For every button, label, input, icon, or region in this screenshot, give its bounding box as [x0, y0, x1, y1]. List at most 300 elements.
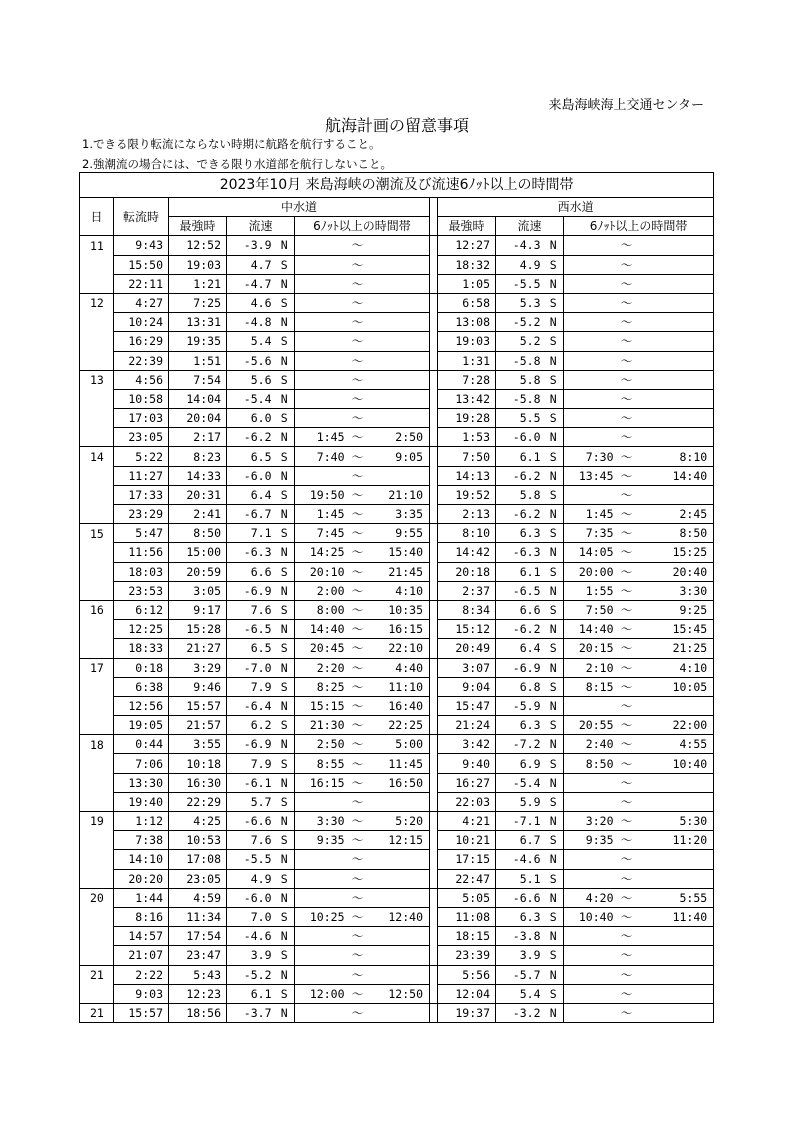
- nishi-speed-cell: -5.2: [496, 313, 544, 332]
- channel-separator-cell: [430, 888, 438, 907]
- naka-direction-cell: N: [275, 428, 295, 447]
- turn-time-cell: 0:44: [114, 735, 169, 754]
- channel-separator-cell: [430, 505, 438, 524]
- day-cell: [80, 716, 114, 735]
- nishi-window-tilde: ～: [616, 639, 638, 658]
- naka-direction-cell: S: [275, 831, 295, 850]
- day-cell: [80, 332, 114, 351]
- naka-window-start-cell: 1:45: [295, 505, 347, 524]
- nishi-window-end-cell: 21:25: [638, 639, 714, 658]
- naka-peak-cell: 5:43: [169, 965, 227, 984]
- day-cell: [80, 485, 114, 504]
- naka-direction-cell: S: [275, 600, 295, 619]
- naka-window-tilde: ～: [347, 831, 369, 850]
- nishi-peak-cell: 11:08: [438, 907, 496, 926]
- naka-window-tilde: ～: [347, 313, 369, 332]
- nishi-direction-cell: N: [544, 274, 564, 293]
- nishi-direction-cell: S: [544, 907, 564, 926]
- naka-peak-cell: 15:57: [169, 696, 227, 715]
- naka-speed-cell: 5.4: [227, 332, 275, 351]
- nishi-peak-cell: 2:37: [438, 581, 496, 600]
- nishi-window-end-cell: 5:55: [638, 888, 714, 907]
- nishi-direction-cell: S: [544, 869, 564, 888]
- nishi-window-tilde: ～: [616, 351, 638, 370]
- channel-separator-cell: [430, 677, 438, 696]
- naka-window-start-cell: 9:35: [295, 831, 347, 850]
- table-row: [80, 313, 714, 332]
- nishi-direction-cell: S: [544, 293, 564, 312]
- naka-window-tilde: ～: [347, 639, 369, 658]
- naka-window-tilde: ～: [347, 600, 369, 619]
- channel-separator-cell: [430, 466, 438, 485]
- channel-separator-cell: [430, 600, 438, 619]
- naka-speed-cell: 7.9: [227, 677, 275, 696]
- nishi-window-start-cell: 8:15: [564, 677, 616, 696]
- naka-speed-cell: 6.4: [227, 485, 275, 504]
- nishi-peak-header: 最強時: [438, 217, 496, 236]
- naka-window-start-cell: 15:15: [295, 696, 347, 715]
- day-cell: [80, 984, 114, 1003]
- table-row: [80, 389, 714, 408]
- nishi-window-start-cell: 9:35: [564, 831, 616, 850]
- nishi-window-start-cell: [564, 792, 616, 811]
- naka-speed-cell: -6.1: [227, 773, 275, 792]
- naka-direction-cell: N: [275, 543, 295, 562]
- nishi-direction-cell: S: [544, 831, 564, 850]
- naka-speed-cell: -6.9: [227, 735, 275, 754]
- channel-separator-cell: [430, 1003, 438, 1022]
- naka-speed-cell: -6.6: [227, 812, 275, 831]
- nishi-window-end-cell: [638, 293, 714, 312]
- naka-peak-cell: 3:55: [169, 735, 227, 754]
- naka-window-tilde: ～: [347, 332, 369, 351]
- naka-window-start-cell: [295, 236, 347, 255]
- nishi-direction-cell: S: [544, 562, 564, 581]
- nishi-window-end-cell: [638, 946, 714, 965]
- channel-separator-cell: [430, 389, 438, 408]
- naka-direction-cell: N: [275, 389, 295, 408]
- nishi-peak-cell: 1:31: [438, 351, 496, 370]
- nishi-peak-cell: 7:50: [438, 447, 496, 466]
- naka-peak-cell: 21:27: [169, 639, 227, 658]
- table-row: [80, 409, 714, 428]
- turn-time-cell: 19:40: [114, 792, 169, 811]
- nishi-direction-cell: S: [544, 754, 564, 773]
- naka-window-start-cell: [295, 409, 347, 428]
- turn-time-cell: 4:56: [114, 370, 169, 389]
- table-row: [80, 370, 714, 389]
- nishi-window-end-cell: [638, 1003, 714, 1022]
- channel-separator-cell: [430, 831, 438, 850]
- naka-window-tilde: ～: [347, 1003, 369, 1022]
- naka-direction-cell: S: [275, 946, 295, 965]
- nishi-window-end-cell: [638, 236, 714, 255]
- naka-window-start-cell: [295, 332, 347, 351]
- day-cell: 20: [80, 888, 114, 907]
- nishi-speed-cell: 6.1: [496, 562, 544, 581]
- naka-window-end-cell: [369, 869, 430, 888]
- table-row: [80, 850, 714, 869]
- naka-window-end-cell: 11:10: [369, 677, 430, 696]
- turn-time-cell: 22:11: [114, 274, 169, 293]
- naka-direction-cell: N: [275, 274, 295, 293]
- nishi-speed-cell: 6.8: [496, 677, 544, 696]
- naka-direction-cell: N: [275, 1003, 295, 1022]
- nishi-window-tilde: ～: [616, 696, 638, 715]
- naka-window-end-cell: 5:00: [369, 735, 430, 754]
- nishi-direction-cell: N: [544, 543, 564, 562]
- nishi-speed-cell: 6.3: [496, 716, 544, 735]
- naka-window-start-cell: 20:45: [295, 639, 347, 658]
- channel-separator-cell: [430, 447, 438, 466]
- nishi-window-end-cell: [638, 850, 714, 869]
- nishi-speed-cell: 6.9: [496, 754, 544, 773]
- nishi-peak-cell: 5:05: [438, 888, 496, 907]
- day-cell: 15: [80, 524, 114, 543]
- nishi-speed-cell: -4.6: [496, 850, 544, 869]
- nishi-speed-cell: 5.8: [496, 485, 544, 504]
- nishi-window-tilde: ～: [616, 600, 638, 619]
- turn-time-cell: 13:30: [114, 773, 169, 792]
- nishi-peak-cell: 9:40: [438, 754, 496, 773]
- naka-direction-cell: N: [275, 850, 295, 869]
- naka-window-start-cell: 10:25: [295, 907, 347, 926]
- naka-direction-cell: S: [275, 447, 295, 466]
- naka-window-tilde: ～: [347, 370, 369, 389]
- table-row: [80, 888, 714, 907]
- naka-peak-cell: 15:00: [169, 543, 227, 562]
- channel-separator-cell: [430, 946, 438, 965]
- nishi-speed-cell: 5.4: [496, 984, 544, 1003]
- naka-window-end-cell: 15:40: [369, 543, 430, 562]
- turn-time-cell: 5:22: [114, 447, 169, 466]
- naka-speed-cell: 6.1: [227, 984, 275, 1003]
- naka-window-tilde: ～: [347, 428, 369, 447]
- naka-speed-cell: 4.6: [227, 293, 275, 312]
- nishi-window-start-cell: 4:20: [564, 888, 616, 907]
- nishi-speed-cell: 5.8: [496, 370, 544, 389]
- turn-time-cell: 12:56: [114, 696, 169, 715]
- naka-window-end-cell: [369, 389, 430, 408]
- naka-direction-cell: S: [275, 754, 295, 773]
- naka-direction-cell: S: [275, 869, 295, 888]
- nishi-peak-cell: 2:13: [438, 505, 496, 524]
- nishi-direction-cell: N: [544, 812, 564, 831]
- naka-window-end-cell: [369, 274, 430, 293]
- naka-window-start-cell: 14:40: [295, 620, 347, 639]
- nishi-peak-cell: 22:03: [438, 792, 496, 811]
- table-row: [80, 236, 714, 255]
- nishi-window-start-cell: 7:30: [564, 447, 616, 466]
- channel-separator-cell: [430, 639, 438, 658]
- page-title: 航海計画の留意事項: [324, 116, 469, 135]
- nishi-speed-cell: -6.0: [496, 428, 544, 447]
- naka-window-start-cell: [295, 466, 347, 485]
- nishi-window-end-cell: 10:40: [638, 754, 714, 773]
- naka-speed-cell: 6.2: [227, 716, 275, 735]
- channel-separator-cell: [430, 332, 438, 351]
- naka-window-end-cell: [369, 1003, 430, 1022]
- nishi-window-start-cell: [564, 965, 616, 984]
- nishi-window-start-cell: 8:50: [564, 754, 616, 773]
- naka-peak-cell: 20:04: [169, 409, 227, 428]
- nishi-window-tilde: ～: [616, 754, 638, 773]
- day-cell: [80, 620, 114, 639]
- nishi-speed-cell: 3.9: [496, 946, 544, 965]
- naka-window-start-cell: 3:30: [295, 812, 347, 831]
- table-row: [80, 485, 714, 504]
- nishi-window-end-cell: [638, 696, 714, 715]
- turn-time-cell: 15:57: [114, 1003, 169, 1022]
- nishi-direction-cell: N: [544, 466, 564, 485]
- naka-speed-cell: 7.9: [227, 754, 275, 773]
- nishi-peak-cell: 14:13: [438, 466, 496, 485]
- naka-peak-cell: 8:23: [169, 447, 227, 466]
- nishi-window-tilde: ～: [616, 428, 638, 447]
- nishi-peak-cell: 10:21: [438, 831, 496, 850]
- naka-direction-cell: S: [275, 792, 295, 811]
- nishi-window-tilde: ～: [616, 850, 638, 869]
- nishi-window-tilde: ～: [616, 984, 638, 1003]
- nishi-direction-cell: S: [544, 485, 564, 504]
- naka-direction-cell: S: [275, 716, 295, 735]
- naka-window-end-cell: [369, 255, 430, 274]
- naka-window-end-cell: [369, 313, 430, 332]
- naka-window-start-cell: [295, 370, 347, 389]
- turn-time-cell: 6:38: [114, 677, 169, 696]
- table-row: [80, 773, 714, 792]
- nishi-window-end-cell: 8:10: [638, 447, 714, 466]
- nishi-window-tilde: ～: [616, 466, 638, 485]
- nishi-window-tilde: ～: [616, 869, 638, 888]
- channel-separator: [430, 198, 438, 236]
- naka-window-end-cell: 9:55: [369, 524, 430, 543]
- naka-window-tilde: ～: [347, 927, 369, 946]
- turn-time-cell: 23:53: [114, 581, 169, 600]
- nishi-direction-cell: N: [544, 581, 564, 600]
- nishi-window-start-cell: 20:00: [564, 562, 616, 581]
- naka-direction-cell: S: [275, 293, 295, 312]
- day-cell: 16: [80, 600, 114, 619]
- naka-window-end-cell: [369, 293, 430, 312]
- col-day-header: 日: [80, 198, 114, 236]
- nishi-speed-cell: -7.2: [496, 735, 544, 754]
- nishi-window-start-cell: [564, 351, 616, 370]
- naka-direction-cell: N: [275, 658, 295, 677]
- turn-time-cell: 18:03: [114, 562, 169, 581]
- nishi-peak-cell: 12:04: [438, 984, 496, 1003]
- nishi-window-end-cell: [638, 792, 714, 811]
- naka-window-start-cell: [295, 389, 347, 408]
- day-cell: [80, 831, 114, 850]
- table-row: [80, 984, 714, 1003]
- channel-separator-cell: [430, 543, 438, 562]
- naka-peak-cell: 16:30: [169, 773, 227, 792]
- table-row: [80, 946, 714, 965]
- nishi-direction-cell: N: [544, 888, 564, 907]
- naka-direction-cell: S: [275, 562, 295, 581]
- nishi-direction-cell: S: [544, 447, 564, 466]
- nishi-window-tilde: ～: [616, 389, 638, 408]
- nishi-window-tilde: ～: [616, 447, 638, 466]
- naka-window-tilde: ～: [347, 754, 369, 773]
- naka-window-tilde: ～: [347, 658, 369, 677]
- naka-peak-cell: 19:03: [169, 255, 227, 274]
- naka-direction-cell: S: [275, 984, 295, 1003]
- nishi-direction-cell: N: [544, 658, 564, 677]
- naka-window-end-cell: [369, 332, 430, 351]
- naka-window-start-cell: 20:10: [295, 562, 347, 581]
- nishi-speed-cell: -3.8: [496, 927, 544, 946]
- naka-peak-cell: 3:29: [169, 658, 227, 677]
- naka-window-end-cell: 4:40: [369, 658, 430, 677]
- day-cell: [80, 409, 114, 428]
- turn-time-cell: 17:03: [114, 409, 169, 428]
- nishi-direction-cell: S: [544, 792, 564, 811]
- nishi-peak-cell: 19:37: [438, 1003, 496, 1022]
- nishi-peak-cell: 18:15: [438, 927, 496, 946]
- turn-time-cell: 10:24: [114, 313, 169, 332]
- naka-window-tilde: ～: [347, 351, 369, 370]
- table-row: [80, 716, 714, 735]
- naka-peak-cell: 1:51: [169, 351, 227, 370]
- naka-speed-cell: -6.0: [227, 466, 275, 485]
- naka-window-tilde: ～: [347, 984, 369, 1003]
- channel-separator-cell: [430, 351, 438, 370]
- naka-direction-cell: S: [275, 524, 295, 543]
- naka-peak-cell: 14:04: [169, 389, 227, 408]
- naka-window-end-cell: [369, 927, 430, 946]
- nishi-direction-cell: N: [544, 965, 564, 984]
- nishi-speed-cell: -6.5: [496, 581, 544, 600]
- nishi-peak-cell: 22:47: [438, 869, 496, 888]
- naka-window-tilde: ～: [347, 907, 369, 926]
- naka-direction-cell: N: [275, 927, 295, 946]
- naka-peak-header: 最強時: [169, 217, 227, 236]
- channel-separator-cell: [430, 255, 438, 274]
- table-row: [80, 543, 714, 562]
- naka-direction-cell: N: [275, 581, 295, 600]
- naka-window-tilde: ～: [347, 274, 369, 293]
- nishi-speed-cell: 6.4: [496, 639, 544, 658]
- naka-window-end-cell: [369, 351, 430, 370]
- nishi-window-start-cell: 7:35: [564, 524, 616, 543]
- nishi-peak-cell: 19:03: [438, 332, 496, 351]
- nishi-window-start-cell: [564, 236, 616, 255]
- note-1: 1.できる限り転流にならない時期に航路を航行すること。: [82, 137, 381, 151]
- day-cell: 13: [80, 370, 114, 389]
- turn-time-cell: 14:10: [114, 850, 169, 869]
- table-row: [80, 620, 714, 639]
- naka-speed-cell: 7.0: [227, 907, 275, 926]
- day-cell: [80, 255, 114, 274]
- naka-window-end-cell: 4:10: [369, 581, 430, 600]
- naka-window-start-cell: [295, 792, 347, 811]
- nishi-window-start-cell: 1:45: [564, 505, 616, 524]
- nishi-peak-cell: 17:15: [438, 850, 496, 869]
- table-row: [80, 581, 714, 600]
- nishi-window-tilde: ～: [616, 505, 638, 524]
- naka-peak-cell: 10:18: [169, 754, 227, 773]
- naka-peak-cell: 19:35: [169, 332, 227, 351]
- naka-window-tilde: ～: [347, 524, 369, 543]
- nishi-window-start-cell: 10:40: [564, 907, 616, 926]
- day-cell: [80, 505, 114, 524]
- nishi-window-start-cell: [564, 984, 616, 1003]
- nishi-direction-cell: N: [544, 1003, 564, 1022]
- naka-window-start-cell: [295, 888, 347, 907]
- turn-time-cell: 19:05: [114, 716, 169, 735]
- naka-speed-cell: 6.5: [227, 639, 275, 658]
- nishi-peak-cell: 12:27: [438, 236, 496, 255]
- naka-window-end-cell: 16:50: [369, 773, 430, 792]
- naka-window-tilde: ～: [347, 389, 369, 408]
- channel-separator-cell: [430, 927, 438, 946]
- nishi-window-tilde: ～: [616, 812, 638, 831]
- turn-time-cell: 21:07: [114, 946, 169, 965]
- nishi-speed-cell: -6.2: [496, 505, 544, 524]
- nishi-speed-cell: -6.9: [496, 658, 544, 677]
- nishi-window-start-cell: 7:50: [564, 600, 616, 619]
- nishi-direction-cell: S: [544, 946, 564, 965]
- naka-peak-cell: 18:56: [169, 1003, 227, 1022]
- naka-window-start-cell: [295, 274, 347, 293]
- naka-direction-cell: N: [275, 351, 295, 370]
- turn-time-cell: 6:12: [114, 600, 169, 619]
- naka-window-tilde: ～: [347, 946, 369, 965]
- naka-window-start-cell: 7:45: [295, 524, 347, 543]
- channel-separator-cell: [430, 524, 438, 543]
- table-row: [80, 792, 714, 811]
- nishi-window-end-cell: [638, 965, 714, 984]
- nishi-window-tilde: ～: [616, 543, 638, 562]
- nishi-window-start-cell: [564, 773, 616, 792]
- nishi-window-end-cell: [638, 984, 714, 1003]
- turn-time-cell: 16:29: [114, 332, 169, 351]
- naka-window-end-cell: 22:25: [369, 716, 430, 735]
- naka-peak-cell: 9:46: [169, 677, 227, 696]
- table-row: [80, 332, 714, 351]
- naka-window-tilde: ～: [347, 255, 369, 274]
- nishi-window-end-cell: [638, 428, 714, 447]
- nishi-window-end-cell: 10:05: [638, 677, 714, 696]
- turn-time-cell: 0:18: [114, 658, 169, 677]
- naka-direction-cell: N: [275, 965, 295, 984]
- nishi-window-tilde: ～: [616, 716, 638, 735]
- nishi-speed-cell: -5.7: [496, 965, 544, 984]
- day-cell: [80, 466, 114, 485]
- naka-speed-cell: 6.5: [227, 447, 275, 466]
- nishi-peak-cell: 20:49: [438, 639, 496, 658]
- nishi-window-end-cell: [638, 274, 714, 293]
- channel-separator-cell: [430, 735, 438, 754]
- naka-speed-cell: 4.7: [227, 255, 275, 274]
- nishi-window-tilde: ～: [616, 831, 638, 850]
- naka-window-tilde: ～: [347, 466, 369, 485]
- table-row: [80, 524, 714, 543]
- channel-separator-cell: [430, 409, 438, 428]
- naka-window-end-cell: [369, 965, 430, 984]
- table-row: [80, 907, 714, 926]
- naka-peak-cell: 12:23: [169, 984, 227, 1003]
- nishi-window-start-cell: [564, 370, 616, 389]
- table-row: [80, 562, 714, 581]
- nishi-peak-cell: 9:04: [438, 677, 496, 696]
- channel-separator-cell: [430, 620, 438, 639]
- nishi-window-end-cell: 14:40: [638, 466, 714, 485]
- nishi-window-tilde: ～: [616, 965, 638, 984]
- naka-window-end-cell: 11:45: [369, 754, 430, 773]
